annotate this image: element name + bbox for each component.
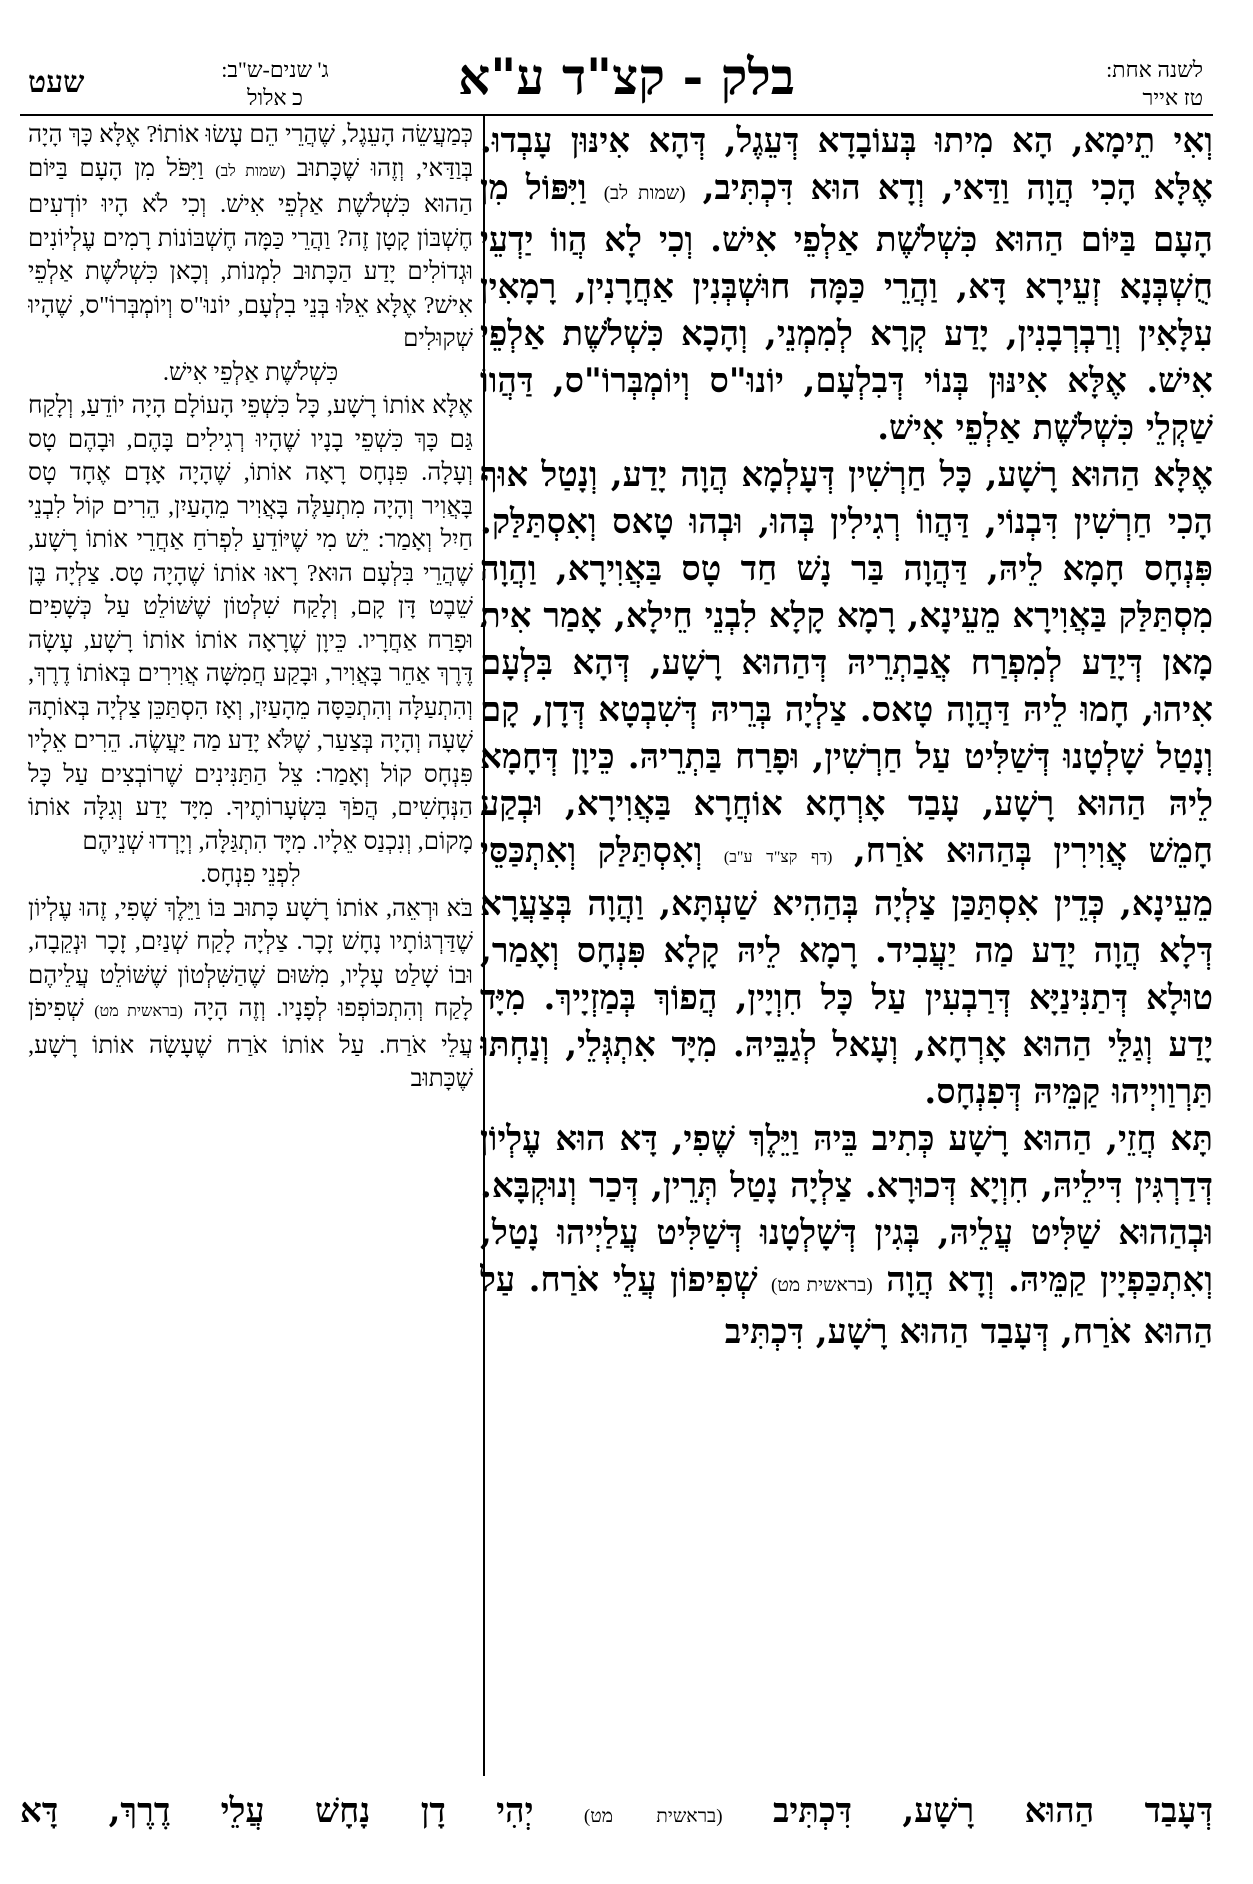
translation-paragraph-2 bbox=[28, 389, 473, 858]
page-number: שעט bbox=[28, 65, 85, 100]
main-paragraph-1 bbox=[480, 118, 1213, 452]
verse-reference: (שמות לב) bbox=[603, 183, 686, 204]
main-text: וְאִי תֵימָא, הָא מִיתוּ בְּעוֹבָדָא דְּעֵגֶל, דְּהָא אִינּוּן עָבְדוּ. אֶלָּא הָכִי הֲוָה וַדַּאי, וְדָא הוּא דִּכְתִּיב, bbox=[480, 121, 1213, 208]
zohar-aramaic-column bbox=[480, 118, 1213, 1778]
translation-text: וַיִּפֹּל מִן הָעָם בַּיּוֹם הַהוּא כִּשְׁלֹשֶׁת אַלְפֵי אִישׁ. וְכִי לֹא הָיוּ יוֹדְעִים חֶשְׁבּוֹן קָטָן זֶה? וַהֲרֵי כַּמָּה חֶשְׁבּוֹנוֹת רָמִים עֶלְיוֹנִים וּגְדוֹלִים יָדַע הַכָּתוּב לִמְנוֹת, וְכָאן כִּשְׁלֹשֶׁת אַלְפֵי אִישׁ? אֶלָּא אֵלּוּ בְּנֵי בִלְעָם, יוֹנוּ"ס וְיוֹמְבְּרוֹ"ס, שֶׁהָיוּ שְׁקוּלִים bbox=[28, 154, 473, 352]
three-year-cycle-date: כ אלול bbox=[247, 85, 303, 110]
translation-text: אֶלָּא אוֹתוֹ רָשָׁע, כָּל כִּשְׁפֵי הָעוֹלָם הָיָה יוֹדֵעַ, וְלָקַח גַּם כָּךְ כִּשְׁפֵי בָנָיו שֶׁהָיוּ רְגִילִים בָּהֶם, וּבָהֶם טָס וְעָלָה. פִּנְחָס רָאָה אוֹתוֹ, שֶׁהָיָה אָדָם אֶחָד טָס בָּאֲוִיר וְהָיָה מִתְעַלֶּה בָּאֲוִיר מֵהָעַיִן, הֵרִים קוֹל לִבְנֵי חַיִל וְאָמַר: יֵשׁ מִי שֶׁיּוֹדֵעַ לִפְרֹחַ אַחֲרֵי אוֹתוֹ רָשָׁע, שֶׁהֲרֵי בִּלְעָם הוּא? רָאוּ אוֹתוֹ שֶׁהָיָה טָס. צַלְיָה בֶּן שֵׁבֶט דָּן קָם, וְלָקַח שִׁלְטוֹן שֶׁשּׁוֹלֵט עַל כְּשָׁפִים וּפָרַח אַחֲרָיו. כֵּיוָן שֶׁרָאָה אוֹתוֹ אוֹתוֹ רָשָׁע, עָשָׂה דֶּרֶךְ אַחֵר בָּאֲוִיר, וּבָקַע חֲמִשָּׁה אֲוִירִים בְּאוֹתוֹ דֶרֶךְ, וְהִתְעַלָּה וְהִתְכַּסָּה מֵהָעַיִן, וְאָז הִסְתַּכֵּן צַלְיָה בְּאוֹתָהּ שָׁעָה וְהָיָה בְּצַעַר, שֶׁלֹּא יָדַע מַה יַּעֲשֶׂה. הֵרִים אֵלָיו פִּנְחָס קוֹל וְאָמַר: צֵל הַתַּנִּינִים שֶׁרוֹבְצִים עַל כָּל הַנְּחָשִׁים, הֲפֹךְ בִּשְׂעָרוֹתֶיךָ. מִיָּד יָדַע וְגִלָּה אוֹתוֹ מָקוֹם, וְנִכְנַס אֵלָיו. מִיָּד הִתְגַּלָּה, וְיָרְדוּ שְׁנֵיהֶם bbox=[28, 392, 473, 855]
continuation-line bbox=[20, 1786, 1213, 1846]
translation-paragraph-2-end: לִפְנֵי פִנְחָס. bbox=[200, 861, 301, 888]
main-text: שְׁפִיפוֹן עֲלֵי אֹרַח. עַל הַהוּא אֹרַח, דְּעָבַד הַהוּא רָשָׁע, דִּכְתִּיב bbox=[480, 1260, 1213, 1352]
page-reference: (דף קצ"ד ע"ב) bbox=[723, 849, 833, 866]
three-year-cycle-label: ג' שנים-ש"ב: bbox=[221, 57, 329, 82]
header-divider bbox=[20, 114, 1213, 116]
verse-reference: (בראשית מט) bbox=[771, 1275, 873, 1296]
translation-paragraph-3 bbox=[28, 892, 473, 1096]
translation-paragraph-1-end: כִּשְׁלֹשֶׁת אַלְפֵי אִישׁ. bbox=[162, 358, 339, 386]
footer-text: דְּעָבַד הַהוּא רָשָׁע, דִּכְתִּיב bbox=[772, 1791, 1213, 1831]
main-text: וְאִסְתַּלַּק וְאִתְכַּסֵּי מֵעֵינָא, כְּדֵין אִסְתַּכַּן צַלְיָה בְּהַהִיא שַׁעְתָּא, וַהֲוָה בְּצַעֲרָא דְּלָא הֲוָה יָדַע מַה יַעֲבִיד. רָמָא לֵיהּ קָלָא פִּנְחָס וְאָמַר, טוּלָא דְּתַנִּינַיָּא דְּרַבְעִין עַל כָּל חִוְיָין, הֲפוֹךְ בְּמַזְיָיךְ. מִיָּד יָדַע וְגַלֵּי הַהוּא אָרְחָא, וְעָאל לְגַבֵּיהּ. מִיָּד אִתְגְּלֵי, וְנַחְתּוּ תַּרְוַויְיהוּ קַמֵּיהּ דְּפִנְחָס. bbox=[480, 831, 1213, 1112]
header-left-info bbox=[175, 56, 375, 112]
main-text: וַיִּפּוֹל מִן הָעָם בַּיּוֹם הַהוּא כִּשְׁלֹשֶׁת אַלְפֵי אִישׁ. וְכִי לָא הֲווֹ יַדְעֵי חֻשְׁבְּנָא זְעֵירָא דָּא, וַהֲרֵי כַּמָּה חוּשְׁבְּנִין אַחֲרָנִין, רָמָאִין עִלָּאִין וְרַבְרְבָנִין, יָדַע קְרָא לְמִמְנֵי, וְהָכָא כִּשְׁלֹשֶׁת אַלְפֵי אִישׁ. אֶלָּא אִינּוּן בְּנוֹי דְּבִלְעָם, יוֹנוּ"ס וְיוֹמְבְּרוֹ"ס, דַּהֲווֹ שַׁקְלֵי כִּשְׁלֹשֶׁת אַלְפֵי אִישׁ. bbox=[480, 168, 1213, 448]
footer-text: יְהִי דָן נָחָשׁ עֲלֵי דֶרֶךְ, דָּא bbox=[20, 1791, 534, 1831]
main-paragraph-3 bbox=[480, 1116, 1213, 1356]
main-paragraph-2 bbox=[480, 452, 1213, 1116]
verse-reference: (בראשית מט) bbox=[94, 1003, 183, 1020]
translation-text: שְׁפִיפֹן עֲלֵי אֹרַח. עַל אוֹתוֹ אֹרַח שֶׁעָשָׂה אוֹתוֹ רָשָׁע, שֶׁכָּתוּב bbox=[28, 995, 473, 1092]
main-text: אֶלָּא הַהוּא רָשָׁע, כָּל חַרְשִׁין דְּעָלְמָא הֲוָה יָדַע, וְנָטַל אוּף הָכִי חַרְשִׁין דִּבְנוֹי, דַּהֲווֹ רְגִילִין בְּהוּ, וּבְהוּ טָאס וְאִסְתַּלַּק. פִּנְחָס חָמָא לֵיהּ, דַּהֲוָה בַּר נָשׁ חַד טָס בַּאֲוִירָא, וַהֲוָה מִסְתַּלַּק בַּאֲוִירָא מֵעֵינָא, רָמָא קָלָא לִבְנֵי חֵילָא, אָמַר אִית מָאן דְּיָדַע לְמִפְרַח אֲבַתְרֵיהּ דְּהַהוּא רָשָׁע, דְּהָא בִּלְעָם אִיהוּ, חָמוּ לֵיהּ דַּהֲוָה טָאס. צַלְיָה בְּרֵיהּ דְּשִׁבְטָא דְּדָן, קָם וְנָטַל שָׁלְטָנוּ דְּשַׁלִּיט עַל חַרְשִׁין, וּפָרַח בַּתְרֵיהּ. כֵּיוָן דְּחָמָא לֵיהּ הַהוּא רָשָׁע, עָבַד אָרְחָא אוֹחֲרָא בַּאֲוִירָא, וּבְקַע חָמֵשׁ אֲוִירִין בְּהַהוּא אֹרַח, bbox=[480, 455, 1213, 871]
verse-reference: (שמות לב) bbox=[215, 162, 286, 180]
page-title: בלק - קצ"ד ע"א bbox=[458, 47, 795, 106]
translation-text: כְּמַעֲשֵׂה הָעֵגֶל, שֶׁהֲרֵי הֵם עָשׂוּ אוֹתוֹ? אֶלָּא כָּךְ הָיָה בְּוַדַּאי, וְזֶהוּ שֶׁכָּתוּב bbox=[28, 121, 473, 182]
one-year-cycle-date: טז אייר bbox=[1142, 85, 1203, 110]
hebrew-translation-column bbox=[28, 118, 473, 1778]
verse-reference: (בראשית מט) bbox=[583, 1806, 723, 1827]
translation-text: בֹּא וּרְאֵה, אוֹתוֹ רָשָׁע כָּתוּב בּוֹ וַיֵּלֶךְ שֶׁפִי, זֶהוּ עֶלְיוֹן שֶׁדַּרְגּוֹתָיו נָחָשׁ זָכָר. צַלְיָה לָקַח שְׁנַיִם, זָכָר וּנְקֵבָה, וּבוֹ שָׁלַט עָלָיו, מִשּׁוּם שֶׁהַשִּׁלְטוֹן שֶׁשּׁוֹלֵט עֲלֵיהֶם לָקַח וְהִתְכּוֹפְפוּ לְפָנָיו. וְזֶה הָיָה bbox=[28, 894, 473, 1022]
translation-paragraph-1 bbox=[28, 118, 473, 356]
main-text: תָּא חֲזֵי, הַהוּא רָשָׁע כְּתִיב בֵּיהּ וַיֵּלֶךְ שֶׁפִי, דָּא הוּא עֶלְיוֹן דְּדַרְגִּין דִּילֵיהּ, חִוְיָא דְּכוּרָא. צַלְיָה נָטַל תְּרֵין, דְּכַר וְנוּקְבָּא. וּבְהַהוּא שַׁלִּיט עֲלֵיהּ, בְּגִין דְּשָׁלְטָנוּ דְּשַׁלִּיט עֲלַיְיהוּ נָטַל, וְאִתְכַּפְיָין קַמֵּיהּ. וְדָא הֲוָה bbox=[480, 1119, 1213, 1300]
one-year-cycle-label: לשנה אחת: bbox=[1106, 57, 1203, 82]
